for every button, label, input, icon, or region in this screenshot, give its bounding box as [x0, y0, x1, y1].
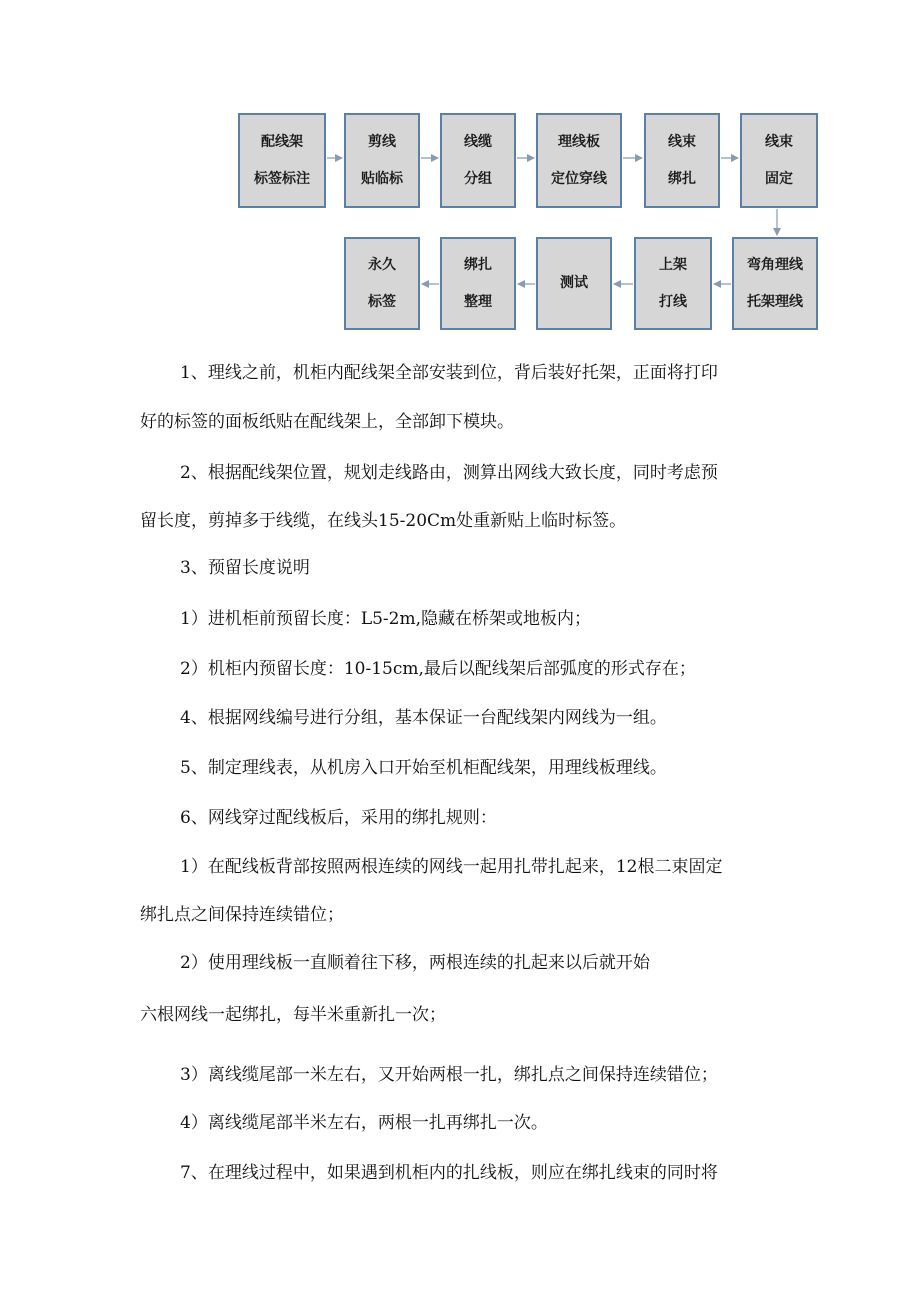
step-line-1: 上架 [659, 256, 687, 273]
paragraph-6-item-2-line-2: 六根网线一起绑扎，每半米重新扎一次； [140, 1005, 446, 1025]
paragraph-3-item-1: 1）进机柜前预留长度：L5-2m,隐藏在桥架或地板内； [180, 609, 592, 629]
paragraph-1-line-2: 好的标签的面板纸贴在配线架上，全部卸下模块。 [140, 412, 514, 432]
step-line-1: 线束 [765, 133, 793, 150]
paragraph-3: 3、预留长度说明 [180, 558, 310, 578]
step-line-1: 绑扎 [464, 256, 492, 273]
paragraph-2-line-1: 2、根据配线架位置，规划走线路由，测算出网线大致长度，同时考虑预 [180, 463, 718, 483]
step-line-2: 贴临标 [361, 170, 403, 187]
paragraph-1-line-1: 1、理线之前，机柜内配线架全部安装到位，背后装好托架，正面将打印 [180, 363, 718, 383]
step-line-2: 托架理线 [747, 293, 803, 310]
flow-arrows [0, 0, 920, 340]
paragraph-7-line-1: 7、在理线过程中，如果遇到机柜内的扎线板，则应在绑扎线束的同时将 [180, 1163, 718, 1183]
paragraph-3-item-2: 2）机柜内预留长度：10-15cm,最后以配线架后部弧度的形式存在； [180, 659, 696, 679]
step-line-1: 弯角理线 [747, 256, 803, 273]
step-line-2: 绑扎 [668, 170, 696, 187]
step-line-1: 线束 [668, 133, 696, 150]
step-line-2: 分组 [464, 170, 492, 187]
step-line-1: 测试 [560, 275, 588, 291]
step-line-1: 线缆 [464, 133, 492, 150]
step-line-2: 打线 [659, 293, 687, 310]
paragraph-2-line-2: 留长度，剪掉多于线缆，在线头15-20Cm处重新贴上临时标签。 [140, 511, 627, 531]
step-line-1: 理线板 [558, 133, 600, 150]
paragraph-5: 5、制定理线表，从机房入口开始至机柜配线架，用理线板理线。 [180, 758, 667, 778]
step-line-2: 整理 [464, 293, 492, 310]
step-line-2: 固定 [765, 170, 793, 187]
cabling-process-flowchart [0, 0, 920, 340]
paragraph-4: 4、根据网线编号进行分组，基本保证一台配线架内网线为一组。 [180, 708, 667, 728]
step-line-1: 配线架 [261, 133, 303, 150]
step-line-2: 标签标注 [254, 170, 310, 187]
step-line-1: 剪线 [368, 133, 396, 150]
step-line-2: 标签 [368, 293, 396, 310]
paragraph-6-item-2-line-1: 2）使用理线板一直顺着往下移，两根连续的扎起来以后就开始 [180, 953, 650, 973]
paragraph-6-item-3: 3）离线缆尾部一米左右，又开始两根一扎，绑扎点之间保持连续错位； [180, 1065, 718, 1085]
paragraph-6-item-1-line-1: 1）在配线板背部按照两根连续的网线一起用扎带扎起来，12根二束固定 [180, 857, 723, 877]
step-line-1: 永久 [368, 256, 396, 273]
step-line-2: 定位穿线 [551, 170, 607, 187]
paragraph-6: 6、网线穿过配线板后，采用的绑扎规则： [180, 808, 497, 828]
paragraph-6-item-1-line-2: 绑扎点之间保持连续错位； [140, 905, 344, 925]
paragraph-6-item-4: 4）离线缆尾部半米左右，两根一扎再绑扎一次。 [180, 1113, 548, 1133]
